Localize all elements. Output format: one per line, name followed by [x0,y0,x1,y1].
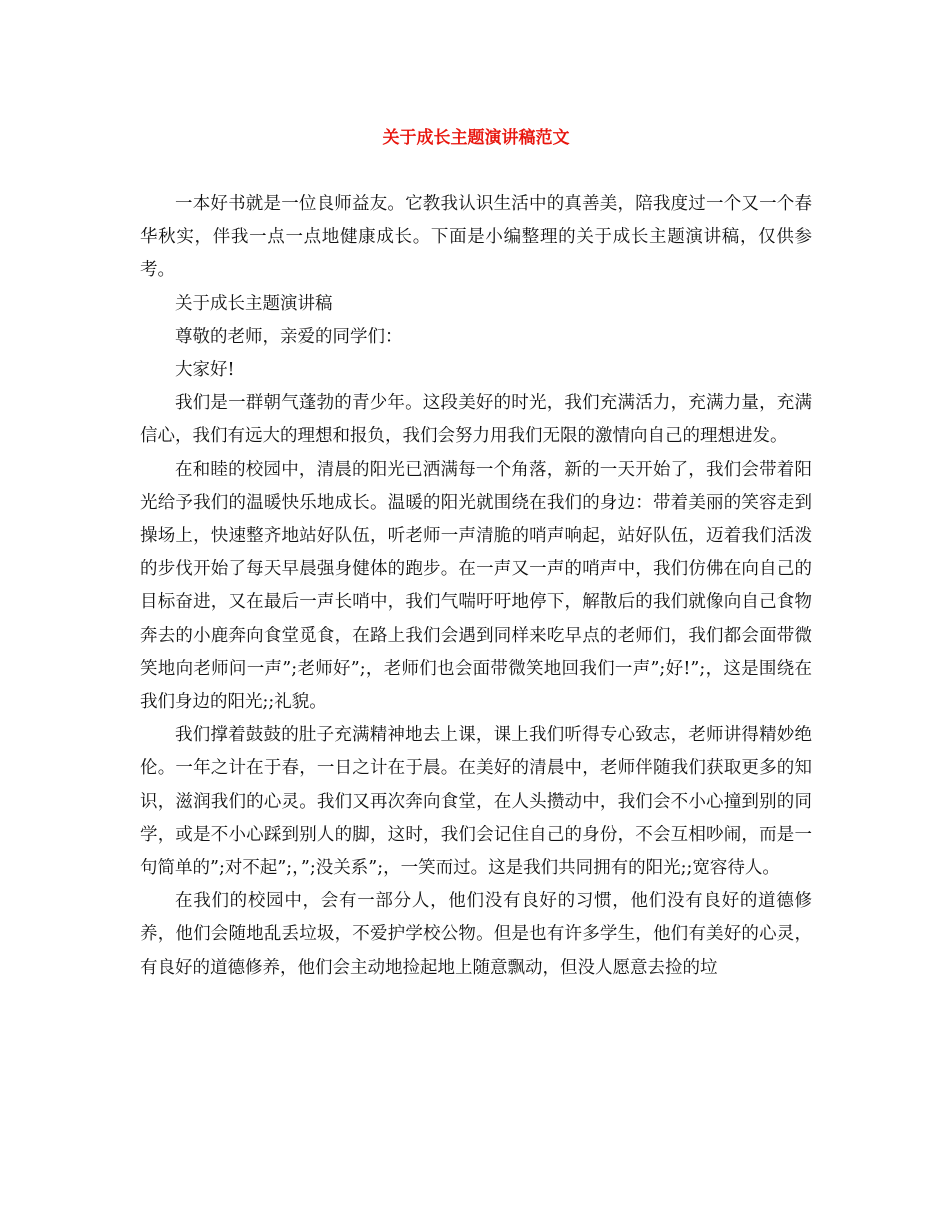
paragraph-youth: 我们是一群朝气蓬勃的青少年。这段美好的时光，我们充满活力，充满力量，充满信心，我们有远大的理想和报负，我们会努力用我们无限的激情向自己的理想进发。 [140,393,812,447]
paragraph-salutation: 尊敬的老师，亲爱的同学们： [175,326,403,347]
paragraph-morning: 在和睦的校园中，清晨的阳光已洒满每一个角落，新的一天开始了，我们会带着阳光给予我们的温暖快乐地成长。温暖的阳光就围绕在我们的身边：带着美丽的笑容走到操场上，快速整齐地站好队伍，听老师一声清脆的哨声响起，站好队伍，迈着我们活泼的步伐开始了每天早晨强身健体的跑步。在一声又一声的哨声中，我们仿佛在向自己的目标奋进，又在最后一声长哨中，我们气喘吁吁地停下，解散后的我们就像向自己食物奔去的小鹿奔向食堂觅食，在路上我们会遇到同样来吃早点的老师们，我们都会面带微笑地向老师问一声”;老师好”;，老师们也会面带微笑地回我们一声”;好!”;，这是围绕在我们身边的阳光;;礼貌。 [140,459,812,713]
paragraph-subtitle: 关于成长主题演讲稿 [175,293,333,314]
paragraph-intro: 一本好书就是一位良师益友。它教我认识生活中的真善美，陪我度过一个又一个春华秋实，伴我一点一点地健康成长。下面是小编整理的关于成长主题演讲稿，仅供参考。 [140,194,812,281]
document-body [140,188,812,985]
paragraph-class: 我们撑着鼓鼓的肚子充满精神地去上课，课上我们听得专心致志，老师讲得精妙绝伦。一年之计在于春，一日之计在于晨。在美好的清晨中，老师伴随我们获取更多的知识，滋润我们的心灵。我们又再次奔向食堂，在人头攒动中，我们会不小心撞到别的同学，或是不小心踩到别人的脚，这时，我们会记住自己的身份，不会互相吵闹，而是一句简单的”;对不起”;，”;没关系”;，一笑而过。这是我们共同拥有的阳光;;宽容待人。 [140,725,812,879]
paragraph-greeting: 大家好! [175,360,235,381]
paragraph-campus: 在我们的校园中，会有一部分人，他们没有良好的习惯，他们没有良好的道德修养，他们会随地乱丢垃圾，不爱护学校公物。但是也有许多学生，他们有美好的心灵，有良好的道德修养，他们会主动地捡起地上随意飘动，但没人愿意去捡的垃 [140,891,812,978]
document-title: 关于成长主题演讲稿范文 [382,128,570,148]
